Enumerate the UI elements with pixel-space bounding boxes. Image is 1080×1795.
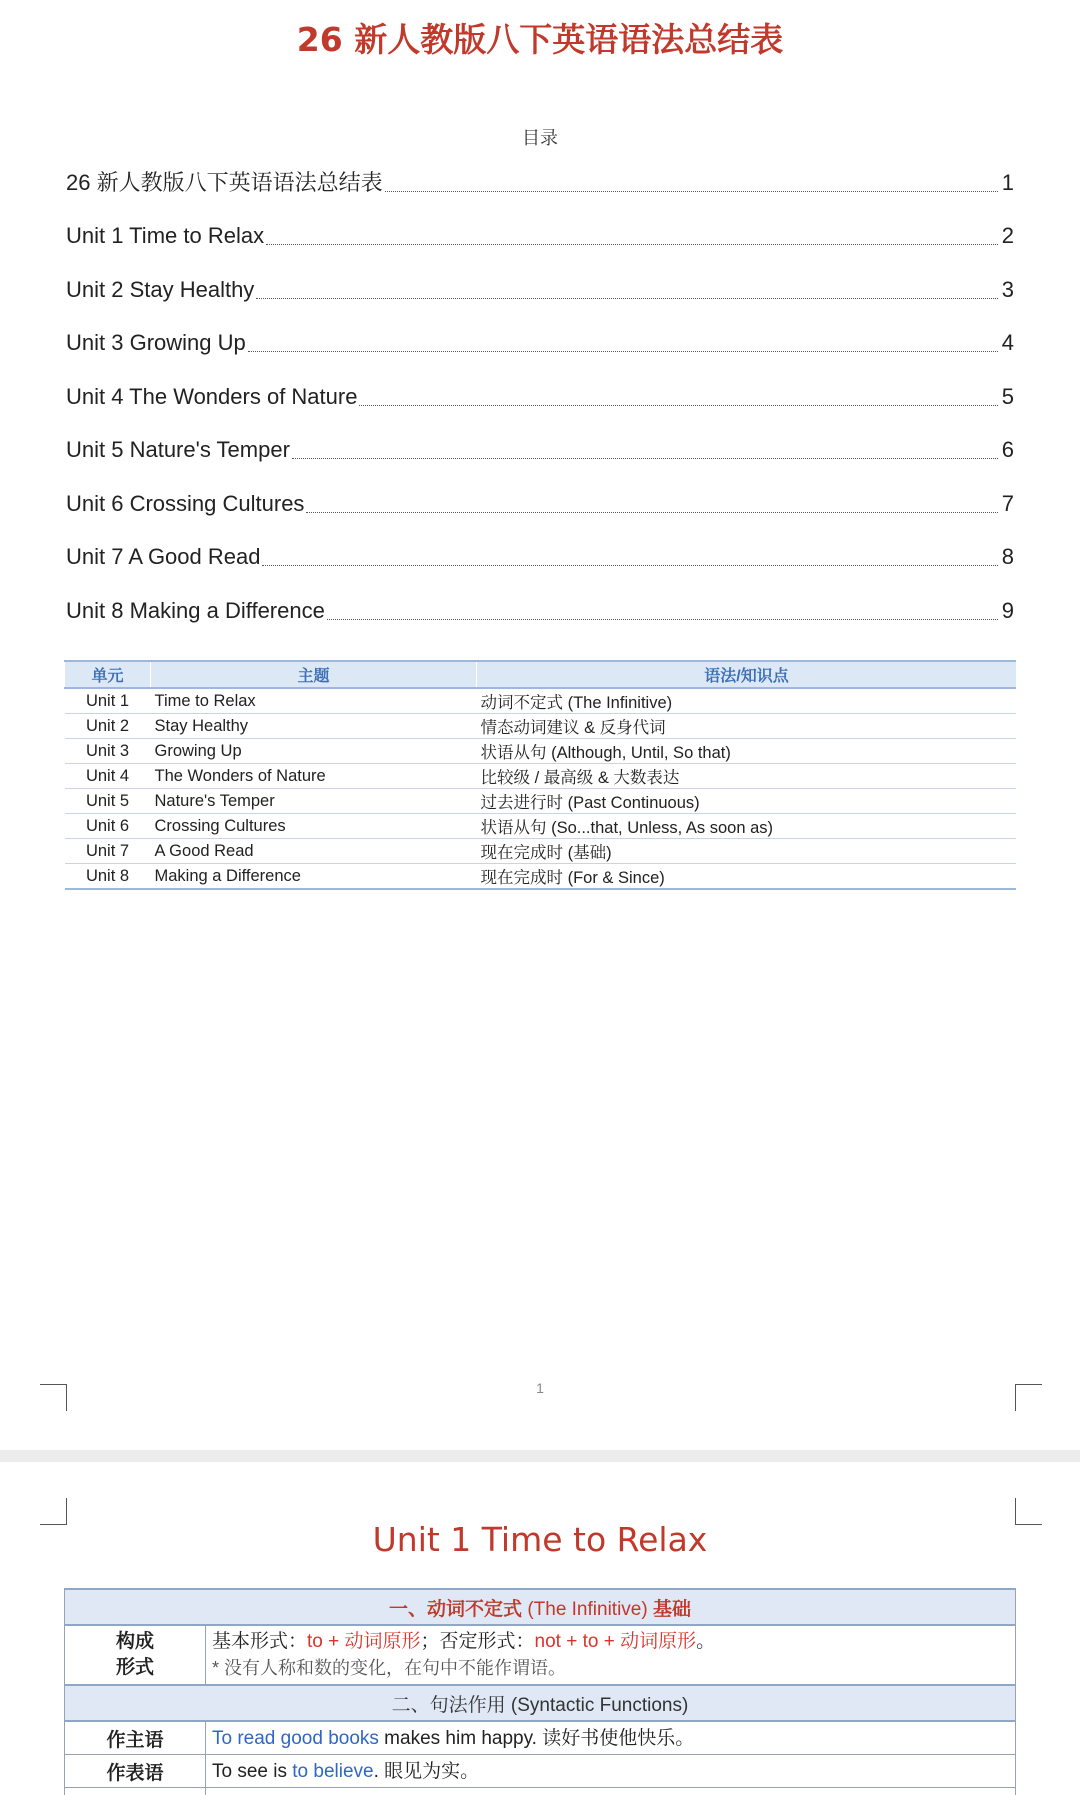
toc-entry-page: 7 [1001, 490, 1014, 516]
unit-1-title: Unit 1 Time to Relax [372, 1520, 708, 1559]
section-title-cn: 一、动词不定式 [389, 1598, 528, 1620]
toc-leader-dots [327, 618, 998, 620]
form-text: 基本形式： [212, 1631, 308, 1652]
form-text: ；否定形式： [420, 1631, 535, 1652]
toc-entry-title: Unit 2 Stay Healthy [66, 276, 255, 302]
toc-entry-title: Unit 7 A Good Read [66, 544, 261, 569]
example-text: makes him happy. 读好书使他快乐。 [378, 1727, 695, 1749]
predicative-example [206, 1755, 1016, 1788]
subject-example [206, 1721, 1016, 1755]
toc-entry-title: Unit 5 Nature's Temper [66, 437, 290, 462]
table-row [65, 739, 1017, 764]
next-row-content [206, 1788, 1016, 1795]
table-row [65, 839, 1017, 864]
table-row [65, 789, 1017, 814]
grammar-cell: 状语从句 (Although, Until, So that) [477, 739, 1017, 764]
toc-heading: 目录 [522, 128, 558, 148]
toc-entry-page: 8 [1001, 544, 1014, 569]
page-number: 1 [536, 1380, 544, 1396]
topic-cell: Time to Relax [151, 688, 477, 714]
example-highlight: To read good books [212, 1727, 379, 1749]
toc-leader-dots [359, 404, 998, 406]
column-header-grammar: 语法/知识点 [477, 661, 1017, 688]
topic-cell: Growing Up [151, 739, 477, 764]
grammar-cell: 过去进行时 (Past Continuous) [477, 789, 1017, 814]
form-negative: not + to + 动词原形 [534, 1631, 697, 1652]
page-corner-mark [40, 1384, 67, 1411]
page-corner-mark [1015, 1384, 1042, 1411]
toc-entry[interactable] [66, 412, 1014, 466]
row-label-next [65, 1788, 206, 1795]
example-text: To see is [212, 1760, 293, 1782]
example-highlight: to believe [292, 1760, 374, 1782]
unit-cell: Unit 5 [65, 789, 151, 814]
unit-cell: Unit 8 [65, 864, 151, 890]
toc-entry-page: 9 [1001, 597, 1014, 623]
toc-leader-dots [262, 564, 998, 566]
toc-entry-page: 1 [1001, 169, 1014, 195]
toc-entry-title: Unit 3 Growing Up [66, 330, 246, 355]
unit-cell: Unit 2 [65, 714, 151, 739]
column-header-unit: 单元 [65, 661, 151, 688]
toc-entry-title: Unit 4 The Wonders of Nature [66, 383, 358, 409]
toc-entry-page: 3 [1001, 276, 1014, 302]
section-header-syntactic: 二、句法作用 (Syntactic Functions) [65, 1685, 1016, 1721]
unit-cell: Unit 6 [65, 814, 151, 839]
toc-entry-page: 5 [1001, 383, 1014, 409]
toc-leader-dots [385, 190, 998, 192]
toc-leader-dots [266, 243, 998, 245]
form-note: * 没有人称和数的变化，在句中不能作谓语。 [212, 1658, 567, 1678]
unit-cell: Unit 7 [65, 839, 151, 864]
table-of-contents [66, 144, 1014, 626]
unit-cell: Unit 1 [65, 688, 151, 714]
toc-entry-title: 26 新人教版八下英语语法总结表 [66, 169, 383, 195]
topic-cell: Stay Healthy [151, 714, 477, 739]
toc-leader-dots [306, 511, 998, 513]
toc-entry[interactable] [66, 465, 1014, 519]
topic-cell: A Good Read [151, 839, 477, 864]
toc-entry-page: 2 [1001, 223, 1014, 248]
form-text: 。 [696, 1631, 716, 1652]
grammar-cell: 现在完成时 (For & Since) [477, 864, 1017, 890]
section-header-infinitive [65, 1589, 1016, 1625]
unit-cell: Unit 4 [65, 764, 151, 789]
table-row [65, 864, 1017, 890]
row-label-form [65, 1625, 206, 1685]
toc-leader-dots [292, 457, 998, 459]
table-row [65, 814, 1017, 839]
toc-leader-dots [256, 297, 998, 299]
form-content [206, 1625, 1016, 1685]
toc-entry[interactable] [66, 519, 1014, 573]
toc-entry-title: Unit 8 Making a Difference [66, 597, 325, 623]
grammar-cell: 比较级 / 最高级 & 大数表达 [477, 764, 1017, 789]
topic-cell: Crossing Cultures [151, 814, 477, 839]
row-label-subject: 作主语 [65, 1721, 206, 1755]
document-title: 26 新人教版八下英语语法总结表 [296, 20, 784, 59]
grammar-cell: 现在完成时 (基础) [477, 839, 1017, 864]
unit-cell: Unit 3 [65, 739, 151, 764]
toc-entry[interactable] [66, 358, 1014, 412]
topic-cell: The Wonders of Nature [151, 764, 477, 789]
section-title-en: (The Infinitive) [527, 1598, 648, 1620]
table-row [65, 714, 1017, 739]
grammar-cell: 状语从句 (So...that, Unless, As soon as) [477, 814, 1017, 839]
toc-entry[interactable] [66, 305, 1014, 359]
toc-entry[interactable] [66, 198, 1014, 252]
unit-1-grammar-table [64, 1588, 1016, 1795]
section-title-suffix: 基础 [647, 1598, 691, 1620]
table-row [65, 688, 1017, 714]
toc-leader-dots [248, 350, 998, 352]
page-2 [0, 1462, 1080, 1795]
column-header-topic: 主题 [151, 661, 477, 688]
toc-entry[interactable] [66, 251, 1014, 305]
row-label-predicative: 作表语 [65, 1755, 206, 1788]
example-text: . 眼见为实。 [373, 1760, 480, 1782]
toc-entry-title: Unit 6 Crossing Cultures [66, 490, 305, 516]
toc-entry-page: 6 [1001, 437, 1014, 462]
table-row [65, 764, 1017, 789]
form-basic: to + 动词原形 [307, 1631, 421, 1652]
grammar-cell: 动词不定式 (The Infinitive) [477, 688, 1017, 714]
form-label-text: 构成形式 [115, 1631, 154, 1678]
toc-entry[interactable] [66, 572, 1014, 626]
topic-cell: Nature's Temper [151, 789, 477, 814]
toc-entry[interactable] [66, 144, 1014, 198]
grammar-summary-table [64, 660, 1016, 890]
grammar-cell: 情态动词建议 & 反身代词 [477, 714, 1017, 739]
topic-cell: Making a Difference [151, 864, 477, 890]
toc-entry-page: 4 [1001, 330, 1014, 355]
toc-entry-title: Unit 1 Time to Relax [66, 223, 265, 248]
